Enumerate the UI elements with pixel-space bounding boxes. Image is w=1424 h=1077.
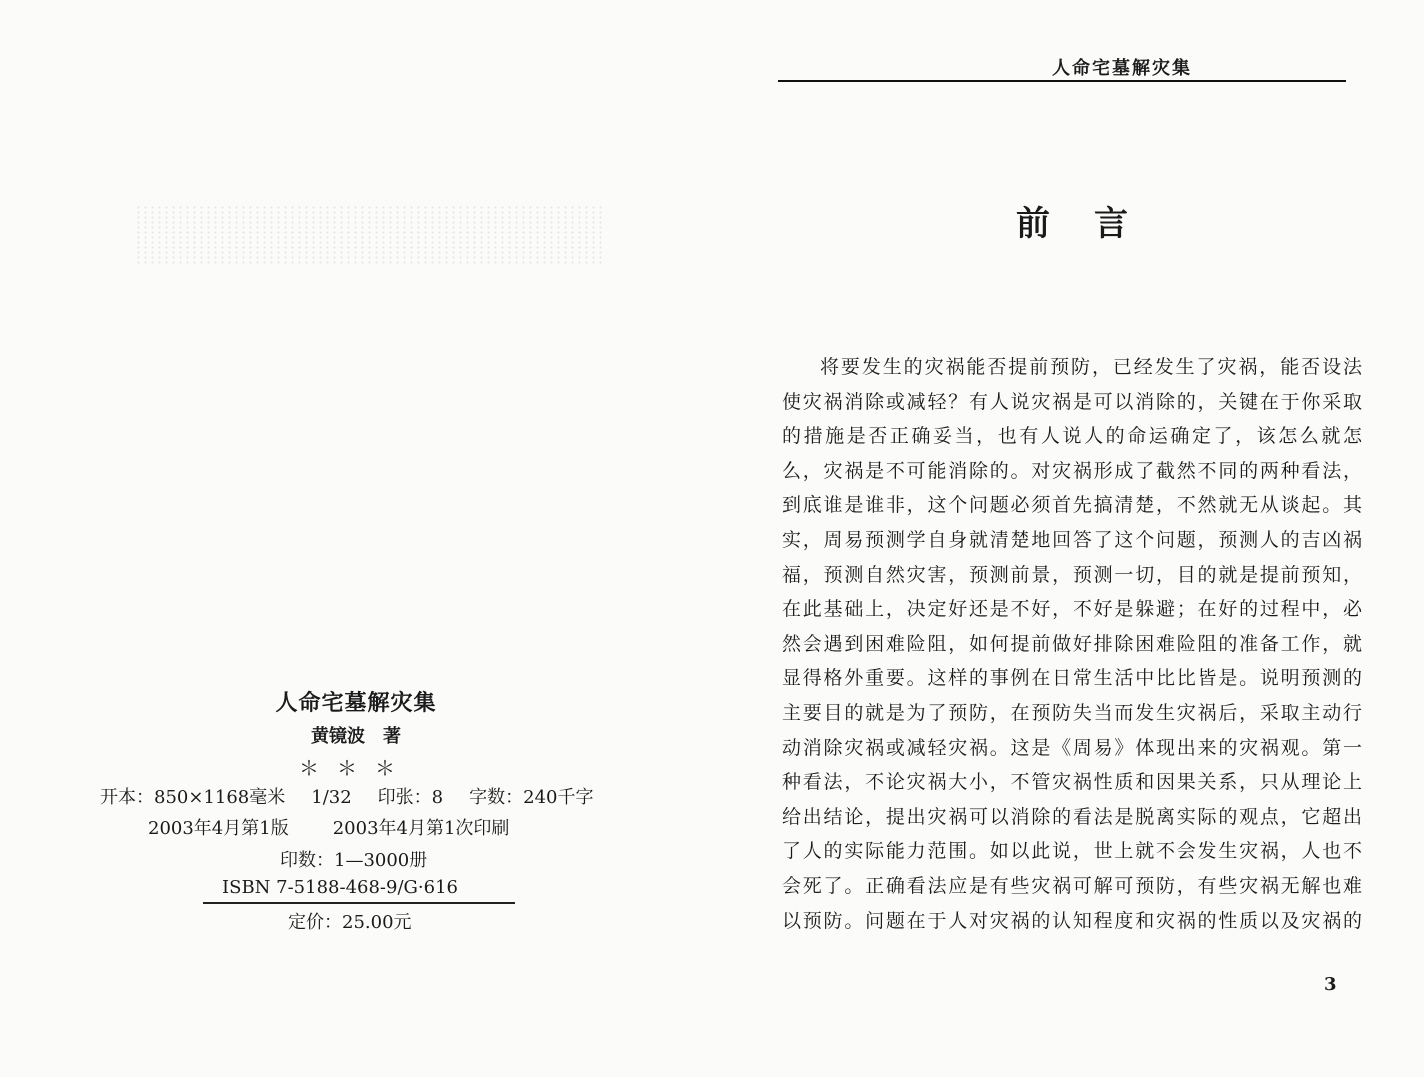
price: 定价：25.00元 — [288, 912, 412, 933]
body-line: 么，灾祸是不可能消除的。对灾祸形成了截然不同的两种看法， — [782, 459, 1362, 482]
author-line: 黄镜波 著 — [311, 726, 401, 747]
bleed-through-noise — [135, 205, 605, 265]
preface-body — [782, 350, 1362, 938]
running-head: 人命宅墓解灾集 — [1052, 58, 1192, 79]
separator-stars: ＊＊＊ — [299, 756, 413, 780]
edition-date: 2003年4月第1版 — [148, 818, 289, 839]
body-line: 将要发生的灾祸能否提前预防，已经发生了灾祸，能否设法 — [820, 356, 1362, 378]
body-line: 以预防。问题在于人对灾祸的认知程度和灾祸的性质以及灾祸的 — [782, 909, 1362, 932]
body-line: 使灾祸消除或减轻？有人说灾祸是可以消除的，关键在于你采取 — [782, 390, 1362, 413]
chapter-title: 前言 — [1016, 204, 1172, 244]
preface-page — [712, 0, 1424, 1077]
body-line: 到底谁是谁非，这个问题必须首先搞清楚，不然就无从谈起。其 — [782, 494, 1362, 517]
isbn: ISBN 7-5188-468-9/G·616 — [222, 877, 458, 898]
body-line: 了人的实际能力范围。如以此说，世上就不会发生灾祸，人也不 — [782, 840, 1362, 863]
edition-info — [148, 814, 509, 840]
body-line: 主要目的就是为了预防，在预防失当而发生灾祸后，采取主动行 — [782, 701, 1362, 724]
header-rule — [778, 80, 1346, 82]
body-line: 显得格外重要。这样的事例在日常生活中比比皆是。说明预测的 — [782, 667, 1362, 690]
body-line: 实，周易预测学自身就清楚地回答了这个问题，预测人的吉凶祸 — [782, 528, 1362, 551]
body-line: 会死了。正确看法应是有些灾祸可解可预防，有些灾祸无解也难 — [782, 874, 1362, 897]
body-line: 动消除灾祸或减轻灾祸。这是《周易》体现出来的灾祸观。第一 — [782, 736, 1362, 759]
body-line: 的措施是否正确妥当，也有人说人的命运确定了，该怎么就怎 — [782, 425, 1362, 448]
body-line: 给出结论，提出灾祸可以消除的看法是脱离实际的观点，它超出 — [782, 805, 1362, 828]
body-line: 在此基础上，决定好还是不好，不好是躲避；在好的过程中，必 — [782, 598, 1362, 621]
print-run: 印数：1—3000册 — [280, 850, 428, 871]
isbn-rule — [203, 902, 515, 904]
printing-date: 2003年4月第1次印刷 — [332, 818, 510, 839]
body-line: 种看法，不论灾祸大小，不管灾祸性质和因果关系，只从理论上 — [782, 771, 1362, 794]
spec-format: 开本：850×1168毫米 — [100, 787, 286, 808]
spec-fold: 1/32 — [311, 787, 352, 808]
page-number: 3 — [1324, 974, 1337, 995]
spec-sheets: 印张：8 — [377, 787, 444, 808]
book-title: 人命宅墓解灾集 — [275, 690, 437, 716]
spec-wordcount: 字数：240千字 — [469, 787, 594, 808]
format-specs — [100, 783, 593, 809]
body-line: 福，预测自然灾害，预测前景，预测一切，目的就是提前预知， — [782, 563, 1362, 586]
body-line: 然会遇到困难险阻，如何提前做好排除困难险阻的准备工作，就 — [782, 632, 1362, 655]
